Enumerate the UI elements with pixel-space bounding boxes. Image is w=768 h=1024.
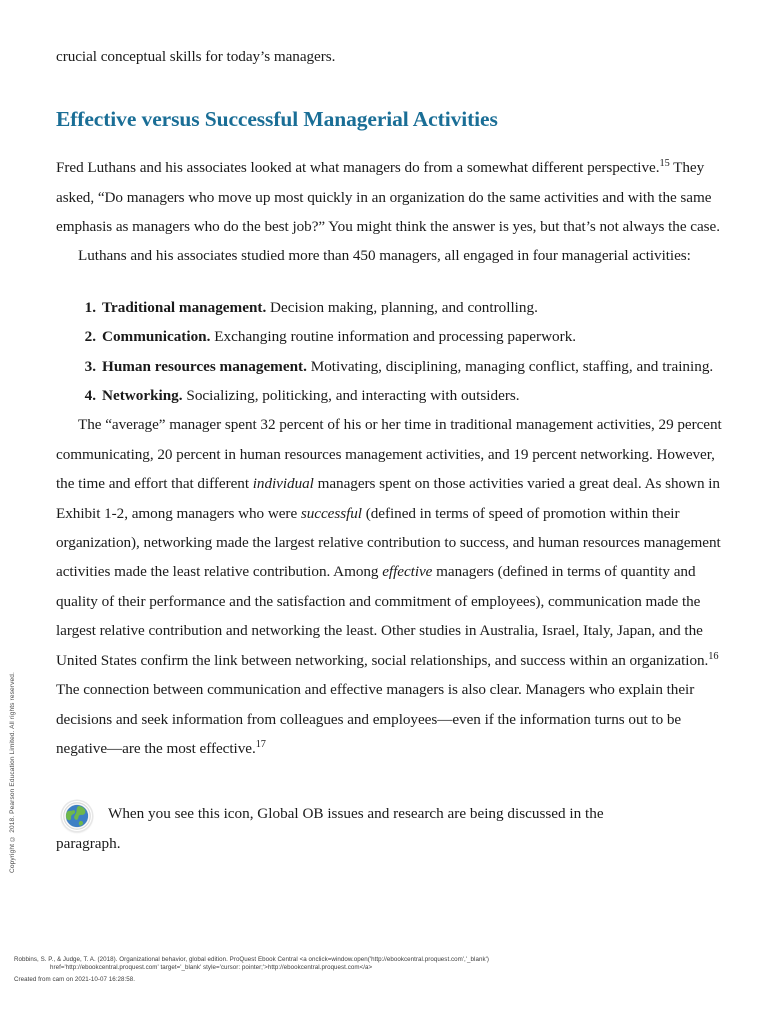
paragraph-average-manager bbox=[56, 410, 724, 763]
activity-description: Exchanging routine information and processing paperwork. bbox=[210, 328, 577, 346]
global-ob-note-line-1: When you see this icon, Global OB issues and research are being discussed in the bbox=[108, 805, 604, 823]
paragraph-3-part-c: (defined in terms of speed of promotion within their organization), networking made the largest relative contribution to success, and human resources management activities made the least relative contribution. Among bbox=[56, 504, 721, 581]
text-column bbox=[56, 42, 724, 858]
paragraph-luthans-perspective bbox=[56, 153, 724, 241]
managerial-activities-list bbox=[56, 293, 724, 411]
list-item bbox=[102, 381, 724, 410]
activity-term: Human resources management. bbox=[102, 357, 307, 375]
list-item bbox=[102, 322, 724, 351]
page-title: Effective versus Successful Managerial Activities bbox=[56, 107, 498, 132]
paragraph-1-part-a: Fred Luthans and his associates looked at what managers do from a somewhat different perspective. bbox=[56, 159, 660, 177]
footnote-marker-16: 16 bbox=[708, 650, 719, 662]
globe-icon bbox=[62, 801, 92, 831]
global-ob-note-line-2: paragraph. bbox=[56, 834, 121, 852]
copyright-spine-text: Copyright © 2018. Pearson Education Limited. All rights reserved. bbox=[8, 672, 16, 874]
list-item bbox=[102, 293, 724, 322]
citation-line-2: href='http://ebookcentral.proquest.com' target='_blank' style='cursor: pointer;'>http://ebookcentral.proquest.com</a> bbox=[50, 964, 373, 972]
copyright-spine bbox=[2, 672, 24, 922]
footnote-marker-17: 17 bbox=[255, 738, 266, 750]
paragraph-1-part-b: They asked, “Do managers who move up most quickly in an organization do the same activities and with the same emphasis as managers who do the best job?” You might think the answer is yes, but that’s not always the case. bbox=[56, 159, 720, 236]
continued-sentence: crucial conceptual skills for today’s managers. bbox=[56, 48, 336, 65]
activity-term: Communication. bbox=[102, 328, 211, 346]
activity-description: Socializing, politicking, and interacting with outsiders. bbox=[182, 387, 520, 405]
emphasis-effective: effective bbox=[382, 563, 433, 581]
list-item bbox=[102, 352, 724, 381]
source-citation bbox=[14, 956, 754, 984]
paragraph-3-part-e: The connection between communication and effective managers is also clear. Managers who explain their decisions and seek information from colleagues and employees—even if the information turns out to be negative—are the most effective. bbox=[56, 681, 695, 757]
emphasis-successful: successful bbox=[300, 504, 362, 522]
activity-description: Decision making, planning, and controlling. bbox=[266, 298, 538, 316]
paragraph-3-part-d: managers (defined in terms of quantity and quality of their performance and the satisfaction and commitment of employees), communication made the largest relative contribution and networking the least. Other studies in Australia, Israel, Italy, Japan, and the United States confirm the link between networking, social relationships, and success within an organization. bbox=[56, 563, 709, 669]
paragraph-3-part-a: The “average” manager spent 32 percent of his or her time in traditional management activities, 29 percent communicating, 20 percent in human resources management activities, and 19 percent networking. However, the time and effort that different bbox=[56, 416, 722, 493]
activity-term: Traditional management. bbox=[102, 298, 267, 316]
activity-term: Networking. bbox=[102, 387, 183, 405]
activity-description: Motivating, disciplining, managing conflict, staffing, and training. bbox=[306, 357, 714, 375]
emphasis-individual: individual bbox=[252, 475, 314, 493]
global-ob-note bbox=[56, 799, 724, 858]
citation-line-1: Robbins, S. P., & Judge, T. A. (2018). Organizational behavior, global edition. ProQuest Ebook Central <a onclick=window.open('http://ebookcentral.proquest.com','_blank') bbox=[14, 956, 489, 963]
footnote-marker-15: 15 bbox=[659, 158, 670, 170]
paragraph-450-managers: Luthans and his associates studied more than 450 managers, all engaged in four managerial activities: bbox=[78, 247, 691, 265]
citation-line-3: Created from cam on 2021-10-07 16:28:58. bbox=[14, 975, 136, 983]
paragraph-3-part-b: managers spent on those activities varied a great deal. As shown in Exhibit 1-2, among managers who were bbox=[56, 475, 720, 522]
